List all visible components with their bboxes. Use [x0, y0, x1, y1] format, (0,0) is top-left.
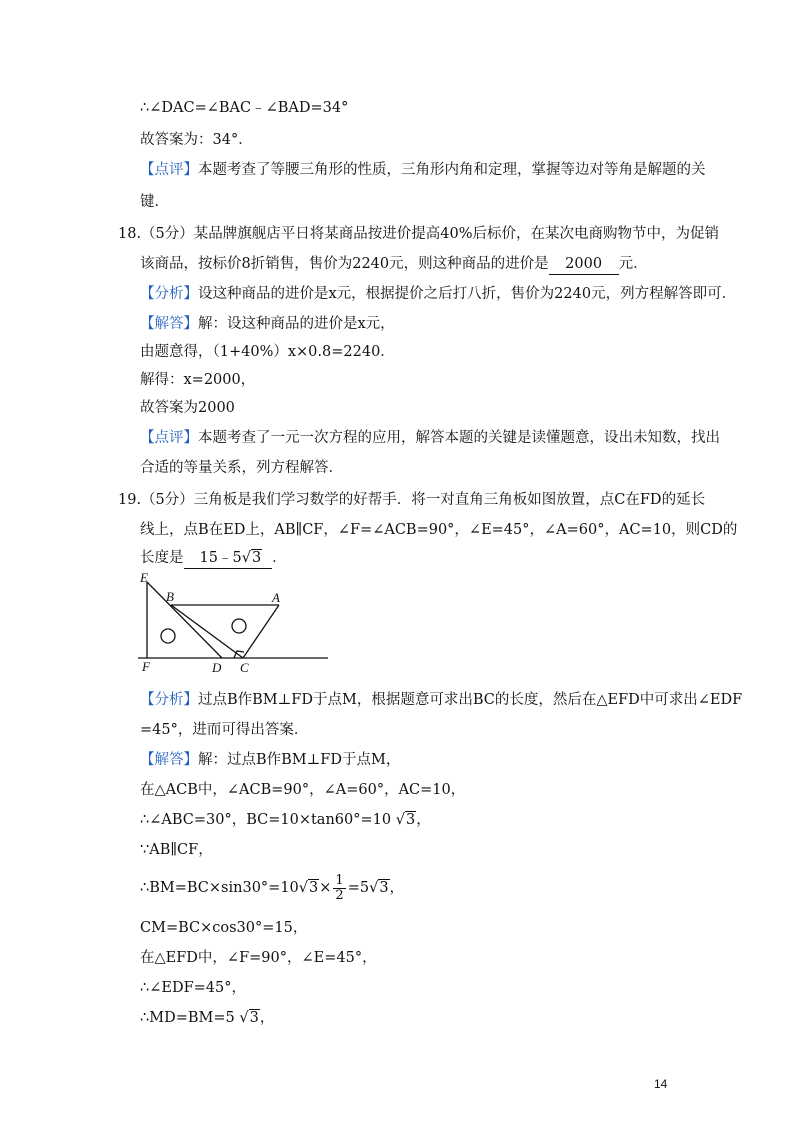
q18-review: [140, 428, 720, 448]
label-d: D: [212, 660, 222, 675]
prev-answer: 故答案为：34°．: [140, 132, 253, 148]
q19-solution-line5: ∴BM=BC×sin30°=10√3× $\frac{1}{2}$ =5√3，: [140, 872, 405, 903]
q19-analysis: [140, 690, 742, 710]
review-tag: 【点评】: [140, 430, 198, 446]
solution-text: 解：过点B作BM⊥FD于点M，: [198, 752, 401, 768]
q19-stem-line2: 线上，点B在ED上，AB∥CF，∠F=∠ACB=90°，∠E=45°，∠A=60°，AC=10，则CD的: [140, 522, 738, 538]
review-tag: 【点评】: [140, 162, 198, 178]
analysis-tag: 【分析】: [140, 692, 198, 708]
q18-solution-line4: 故答案为2000: [140, 400, 235, 416]
page-number: 14: [654, 1077, 668, 1091]
q19-stem-end: ．: [272, 550, 287, 566]
analysis-tag: 【分析】: [140, 286, 198, 302]
q19-stem-line1: 19.（5分）三角板是我们学习数学的好帮手．将一对直角三角板如图放置，点C在FD的延长: [118, 492, 706, 508]
label-c: C: [240, 660, 249, 675]
radicand: 3: [405, 812, 416, 828]
hole-circle-left: [161, 629, 175, 643]
radicand: 3: [379, 880, 389, 896]
analysis-text: 过点B作BM⊥FD于点M，根据题意可求出BC的长度，然后在△EFD中可求出∠EDF: [198, 692, 743, 708]
solution-text: 解：设这种商品的进价是x元，: [198, 316, 395, 332]
solution-tag: 【解答】: [140, 752, 198, 768]
q19-solution-line4: ∵AB∥CF，: [140, 842, 213, 858]
label-a: A: [272, 590, 280, 605]
q18-stem-line1: 18.（5分）某品牌旗舰店平日将某商品按进价提高40%后标价，在某次电商购物节中，为促销: [118, 226, 720, 242]
segment-bc: [171, 605, 243, 658]
prev-review: [140, 160, 706, 180]
q18-solution-line2: 由题意得，（1+40%）x×0.8=2240．: [140, 344, 395, 360]
q19-solution-line9: ∴MD=BM=5 √3，: [140, 1010, 275, 1026]
q19-solution-line8: ∴∠EDF=45°，: [140, 980, 246, 996]
fraction-one-half: [333, 874, 345, 903]
q18-solution-line3: 解得：x=2000，: [140, 372, 256, 388]
fraction-numerator: 1: [335, 872, 344, 888]
label-f: F: [142, 659, 150, 674]
q19-stem-line3: [140, 548, 287, 569]
solution-tag: 【解答】: [140, 316, 198, 332]
analysis-text: 设这种商品的进价是x元，根据提价之后打八折，售价为2240元，列方程解答即可．: [198, 286, 737, 302]
solution-text: ∴MD=BM=5: [140, 1010, 235, 1026]
q18-answer: 2000: [549, 254, 619, 275]
segment-ac: [243, 605, 279, 658]
solution-text: ∴∠ABC=30°，BC=10×tan60°=10: [140, 812, 392, 828]
q19-solution-line6: CM=BC×cos30°=15，: [140, 920, 308, 936]
q18-analysis: [140, 284, 736, 304]
solution-text: ∴BM=BC×sin30°=10: [140, 880, 299, 896]
q18-stem-unit: 元．: [618, 256, 648, 272]
q19-solution-line3: ∴∠ABC=30°，BC=10×tan60°=10 √3，: [140, 812, 431, 828]
q19-answer-text: 15﹣5: [199, 550, 242, 566]
radicand: 3: [309, 880, 319, 896]
prev-review-cont: 键．: [140, 194, 169, 210]
solution-punct: ，: [259, 1010, 275, 1026]
q19-answer: 15﹣5√3: [184, 548, 273, 569]
q18-stem-text: 该商品，按标价8折销售，售价为2240元，则这种商品的进价是: [140, 256, 549, 272]
q18-stem-line2: [140, 254, 648, 275]
triangle-figure: [138, 570, 338, 676]
segment-ed: [147, 582, 222, 658]
q19-solution-line2: 在△ACB中，∠ACB=90°，∠A=60°，AC=10，: [140, 782, 466, 798]
hole-circle-right: [232, 619, 246, 633]
radicand: 3: [249, 1010, 259, 1026]
q19-analysis-cont: =45°，进而可得出答案．: [140, 722, 309, 738]
fraction-denominator: 2: [335, 887, 344, 903]
solution-punct: ，: [416, 812, 431, 828]
label-e: E: [140, 570, 148, 585]
solution-text: =5: [347, 880, 370, 896]
review-text: 本题考查了一元一次方程的应用，解答本题的关键是读懂题意，设出未知数，找出: [198, 430, 720, 446]
q18-review-cont: 合适的等量关系，列方程解答．: [140, 460, 343, 476]
label-b: B: [166, 589, 174, 604]
q19-solution-line7: 在△EFD中，∠F=90°，∠E=45°，: [140, 950, 377, 966]
prev-conclusion: ∴∠DAC=∠BAC﹣∠BAD=34°: [140, 100, 349, 116]
review-text: 本题考查了等腰三角形的性质，三角形内角和定理，掌握等边对等角是解题的关: [198, 162, 706, 178]
q19-stem-text: 长度是: [140, 550, 184, 566]
solution-punct: ，: [389, 880, 405, 896]
times-sign: ×: [319, 880, 332, 896]
q19-solution-line1: [140, 750, 400, 770]
q19-answer-radicand: 3: [251, 550, 262, 566]
q18-solution-line1: [140, 314, 395, 334]
